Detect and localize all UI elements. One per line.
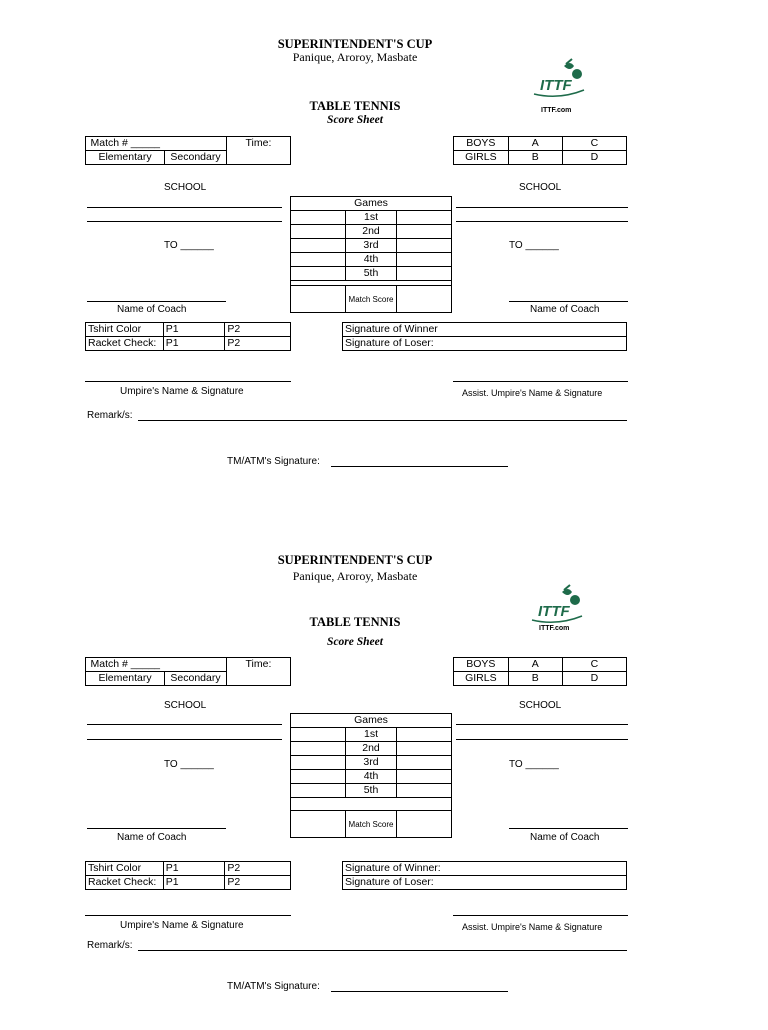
game-row: 2nd: [346, 742, 397, 756]
tm-signature-label: TM/ATM's Signature:: [227, 981, 320, 992]
match-number[interactable]: Match # _____: [86, 658, 165, 672]
game-row: 2nd: [346, 225, 397, 239]
logo-mark-text: ITTF: [538, 603, 570, 620]
coach-label-left: Name of Coach: [117, 832, 187, 843]
event-title: SUPERINTENDENT'S CUP: [277, 553, 433, 567]
game-row: 1st: [346, 728, 397, 742]
division-d[interactable]: D: [562, 672, 626, 686]
coach-label-left: Name of Coach: [117, 304, 187, 315]
loser-signature[interactable]: Signature of Loser:: [343, 337, 627, 351]
event-title: SUPERINTENDENT'S CUP: [277, 37, 433, 51]
games-header: Games: [291, 714, 452, 728]
match-number[interactable]: Match # _____: [86, 137, 165, 151]
tm-signature-label: TM/ATM's Signature:: [227, 456, 320, 467]
game-row: 1st: [346, 211, 397, 225]
assist-umpire-line[interactable]: [453, 381, 628, 382]
to-label-left[interactable]: TO ______: [164, 240, 214, 251]
category-table: [453, 657, 627, 686]
umpire-line[interactable]: [85, 381, 291, 382]
remarks-label: Remark/s:: [87, 410, 133, 421]
tm-signature-line[interactable]: [331, 466, 508, 467]
time-field[interactable]: Time:: [226, 658, 290, 672]
score-sheet-2: [0, 518, 768, 1030]
racket-check-label: Racket Check:: [86, 337, 164, 351]
coach-label-right: Name of Coach: [530, 832, 600, 843]
p2-racket[interactable]: P2: [225, 337, 291, 351]
p1-tshirt[interactable]: P1: [163, 862, 225, 876]
sheet-label: Score Sheet: [327, 114, 383, 126]
p1-tshirt[interactable]: P1: [163, 323, 225, 337]
logo-url: ITTF.com: [541, 107, 572, 114]
ittf-logo: [528, 56, 588, 114]
school-line-right-2[interactable]: [456, 739, 628, 740]
remarks-line[interactable]: [138, 950, 627, 951]
school-label-right: SCHOOL: [519, 700, 562, 711]
elementary-option[interactable]: Elementary: [86, 151, 165, 165]
tshirt-color-label: Tshirt Color: [86, 862, 164, 876]
game-row: 5th: [346, 784, 397, 798]
school-line-left-2[interactable]: [87, 221, 282, 222]
game-row: 3rd: [346, 239, 397, 253]
school-line-right-2[interactable]: [456, 221, 628, 222]
assist-umpire-line[interactable]: [453, 915, 628, 916]
category-table: [453, 136, 627, 165]
school-line-left-1[interactable]: [87, 207, 282, 208]
school-label-left: SCHOOL: [164, 700, 207, 711]
p1-racket[interactable]: P1: [163, 337, 225, 351]
elementary-option[interactable]: Elementary: [86, 672, 165, 686]
to-label-left[interactable]: TO ______: [164, 759, 214, 770]
remarks-label: Remark/s:: [87, 940, 133, 951]
equipment-check-table: [85, 861, 291, 890]
score-sheet-1: [0, 0, 768, 512]
umpire-line[interactable]: [85, 915, 291, 916]
sport-title: TABLE TENNIS: [309, 615, 401, 629]
school-line-left-2[interactable]: [87, 739, 282, 740]
equipment-check-table: [85, 322, 291, 351]
ittf-logo-icon: [528, 56, 588, 114]
logo-mark-text: ITTF: [540, 77, 572, 94]
result-signature-table: [342, 322, 627, 351]
match-score-label: Match Score: [346, 286, 397, 313]
game-row: 4th: [346, 253, 397, 267]
secondary-option[interactable]: Secondary: [165, 672, 227, 686]
match-info-table: [85, 136, 291, 165]
games-header: Games: [291, 197, 452, 211]
coach-label-right: Name of Coach: [530, 304, 600, 315]
loser-signature[interactable]: Signature of Loser:: [343, 876, 627, 890]
division-c[interactable]: C: [562, 658, 626, 672]
games-table: [290, 196, 452, 313]
boys-option[interactable]: BOYS: [454, 137, 509, 151]
time-field[interactable]: Time:: [226, 137, 290, 151]
remarks-line[interactable]: [138, 420, 627, 421]
winner-signature[interactable]: Signature of Winner: [343, 323, 627, 337]
match-info-table: [85, 657, 291, 686]
school-line-left-1[interactable]: [87, 724, 282, 725]
boys-option[interactable]: BOYS: [454, 658, 509, 672]
coach-line-right[interactable]: [509, 301, 628, 302]
school-line-right-1[interactable]: [456, 724, 628, 725]
assist-umpire-label: Assist. Umpire's Name & Signature: [462, 388, 603, 398]
school-label-right: SCHOOL: [519, 182, 562, 193]
to-label-right[interactable]: TO ______: [509, 240, 559, 251]
coach-line-right[interactable]: [509, 828, 628, 829]
event-location: Panique, Aroroy, Masbate: [292, 569, 418, 583]
ittf-logo: [526, 582, 586, 640]
winner-signature[interactable]: Signature of Winner:: [343, 862, 627, 876]
tshirt-color-label: Tshirt Color: [86, 323, 164, 337]
girls-option[interactable]: GIRLS: [454, 151, 509, 165]
division-c[interactable]: C: [562, 137, 626, 151]
division-a[interactable]: A: [508, 137, 562, 151]
umpire-label: Umpire's Name & Signature: [120, 920, 244, 931]
logo-url: ITTF.com: [539, 625, 570, 632]
p2-racket[interactable]: P2: [225, 876, 291, 890]
sport-title: TABLE TENNIS: [309, 99, 401, 113]
school-line-right-1[interactable]: [456, 207, 628, 208]
p2-tshirt[interactable]: P2: [225, 323, 291, 337]
p2-tshirt[interactable]: P2: [225, 862, 291, 876]
racket-check-label: Racket Check:: [86, 876, 164, 890]
match-score-label: Match Score: [346, 811, 397, 838]
event-location: Panique, Aroroy, Masbate: [292, 50, 418, 64]
girls-option[interactable]: GIRLS: [454, 672, 509, 686]
result-signature-table: [342, 861, 627, 890]
ittf-logo-icon: [526, 582, 586, 640]
sheet-label: Score Sheet: [327, 636, 383, 648]
game-row: 3rd: [346, 756, 397, 770]
secondary-option[interactable]: Secondary: [165, 151, 227, 165]
coach-line-left[interactable]: [87, 301, 226, 302]
tm-signature-line[interactable]: [331, 991, 508, 992]
division-a[interactable]: A: [508, 658, 562, 672]
division-d[interactable]: D: [562, 151, 626, 165]
game-row: 4th: [346, 770, 397, 784]
to-label-right[interactable]: TO ______: [509, 759, 559, 770]
school-label-left: SCHOOL: [164, 182, 207, 193]
p1-racket[interactable]: P1: [163, 876, 225, 890]
division-b[interactable]: B: [508, 151, 562, 165]
division-b[interactable]: B: [508, 672, 562, 686]
coach-line-left[interactable]: [87, 828, 226, 829]
game-row: 5th: [346, 267, 397, 281]
games-table: [290, 713, 452, 838]
umpire-label: Umpire's Name & Signature: [120, 386, 244, 397]
assist-umpire-label: Assist. Umpire's Name & Signature: [462, 922, 603, 932]
